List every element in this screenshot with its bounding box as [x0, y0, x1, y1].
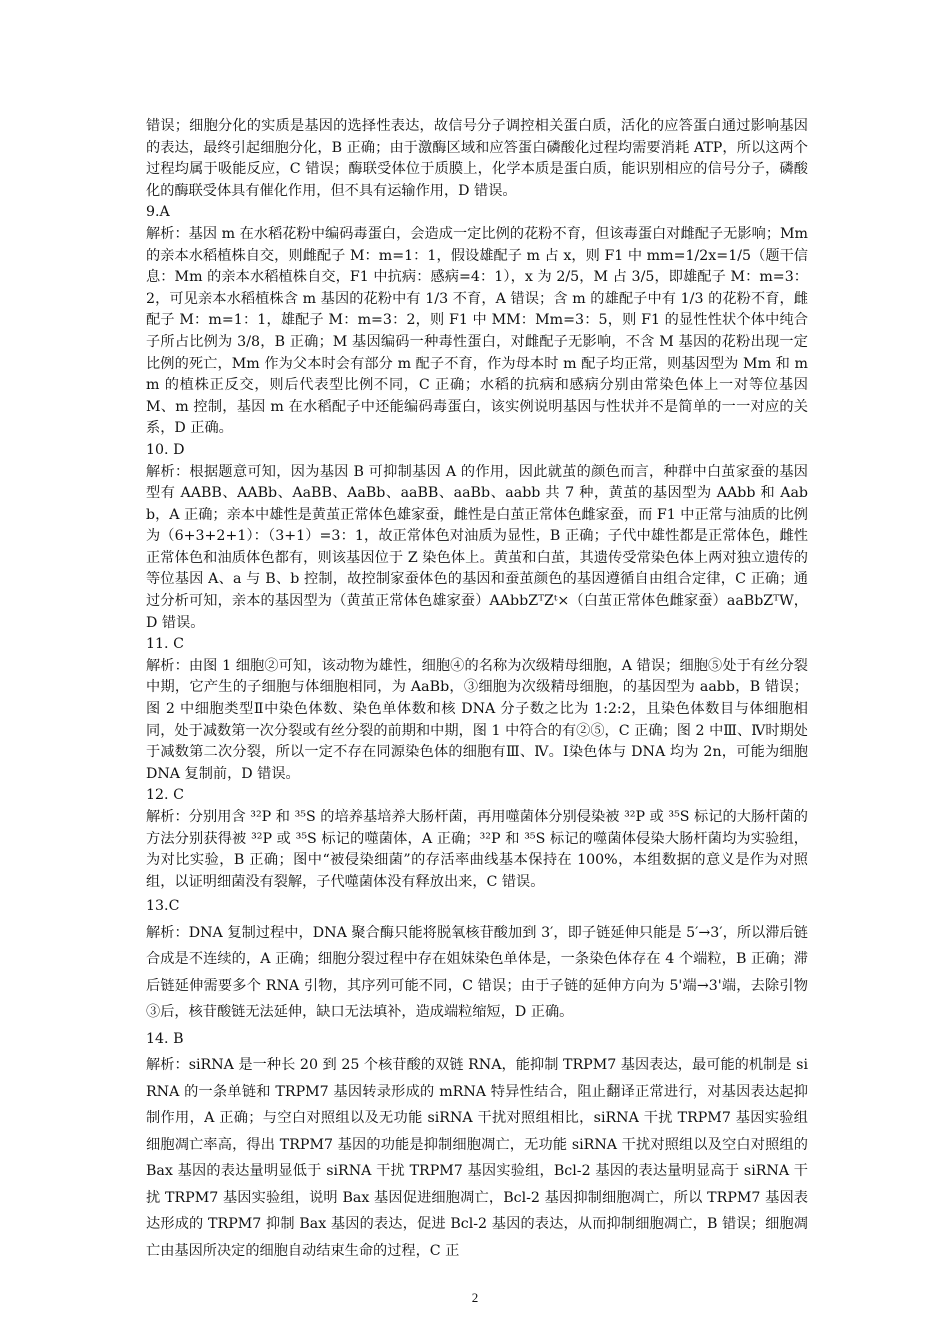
paragraph-q8-continued: 错误；细胞分化的实质是基因的选择性表达，故信号分子调控相关蛋白质，活化的应答蛋白通过影响基因的表达，最终引起细胞分化，B 正确；由于激酶区域和应答蛋白磷酸化过程均需要消耗 ATP，所以这两个过程均属于吸能反应，C 错误；酶联受体位于质膜上，化学本质是蛋白质，能识别相应的信号分子，磷酸化的酶联受体具有催化作用，但不具有运输作用，D 错误。: [146, 118, 808, 199]
explanation-10: 解析：根据题意可知，因为基因 B 可抑制基因 A 的作用，因此就茧的颜色而言，种群中白茧家蚕的基因型有 AABB、AABb、AaBB、AaBb、aaBB、aaBb、aabb 共 7 种，黄茧的基因型为 AAbb 和 Aabb，A 正确；亲本中雄性是黄茧正常体色雄家蚕，雌性是白茧正常体色雌家蚕，而 F1 中正常与油质的比例为（6+3+2+1）：（3+1）=3：1，故正常体色对油质为显性，B 正确；子代中雄性都是正常体色，雌性正常体色和油质体色都有，则该基因位于 Z 染色体上。黄茧和白茧，其遗传受常染色体上两对独立遗传的等位基因 A、a 与 B、b 控制，故控制家蚕体色的基因和蚕茧颜色的基因遵循自由组合定律，C 正确；通过分析可知，亲本的基因型为（黄茧正常体色雄家蚕）AAbbZᵀZᵗ×（白茧正常体色雌家蚕）aaBbZᵀW，D 错误。: [146, 463, 808, 631]
answer-heading-9: 9.A: [146, 204, 170, 221]
answer-heading-11: 11. C: [146, 636, 184, 653]
explanation-14: 解析：siRNA 是一种长 20 到 25 个核苷酸的双链 RNA，能抑制 TRPM7 基因表达，最可能的机制是 siRNA 的一条单链和 TRPM7 基因转录形成的 mRNA 特异性结合，阻止翻译正常进行，对基因表达起抑制作用，A 正确；与空白对照组以及无功能 siRNA 干扰对照组相比，siRNA 干扰 TRPM7 基因实验组细胞凋亡率高，得出 TRPM7 基因的功能是抑制细胞凋亡，无功能 siRNA 干扰对照组以及空白对照组的 Bax 基因的表达量明显低于 siRNA 干扰 TRPM7 基因实验组，Bcl-2 基因的表达量明显高于 siRNA 干扰 TRPM7 基因实验组，说明 Bax 基因促进细胞凋亡，Bcl-2 基因抑制细胞凋亡，所以 TRPM7 基因表达形成的 TRPM7 抑制 Bax 基因的表达，促进 Bcl-2 基因的表达，从而抑制细胞凋亡，B 错误；细胞凋亡由基因所决定的细胞自动结束生命的过程，C 正: [146, 1057, 808, 1259]
explanation-12: 解析：分别用含 ³²P 和 ³⁵S 的培养基培养大肠杆菌，再用噬菌体分别侵染被 ³²P 或 ³⁵S 标记的大肠杆菌的方法分别获得被 ³²P 或 ³⁵S 标记的噬菌体，A 正确；³²P 和 ³⁵S 标记的噬菌体侵染大肠杆菌均为实验组，为对比实验，B 正确；图中“被侵染细菌”的存活率曲线基本保持在 100%，本组数据的意义是作为对照组，以证明细菌没有裂解，子代噬菌体没有释放出来，C 错误。: [146, 809, 808, 890]
page-number: 2: [471, 1290, 479, 1305]
answer-heading-10: 10. D: [146, 441, 185, 458]
answer-heading-13: 13.C: [146, 898, 180, 915]
explanation-11: 解析：由图 1 细胞②可知，该动物为雄性，细胞④的名称为次级精母细胞，A 错误；细胞⑤处于有丝分裂中期，它产生的子细胞与体细胞相同，为 AaBb，③细胞为次级精母细胞，的基因型为 aabb，B 错误；图 2 中细胞类型Ⅱ中染色体数、染色单体数和核 DNA 分子数之比为 1:2:2，且染色体数目与体细胞相同，处于减数第一次分裂或有丝分裂的前期和中期，图 1 中符合的有②⑤，C 正确；图 2 中Ⅲ、Ⅳ时期处于减数第二次分裂，所以一定不存在同源染色体的细胞有Ⅲ、Ⅳ。Ⅰ染色体与 DNA 均为 2n，可能为细胞 DNA 复制前，D 错误。: [146, 657, 808, 782]
explanation-9: 解析：基因 m 在水稻花粉中编码毒蛋白，会造成一定比例的花粉不育，但该毒蛋白对雌配子无影响；Mm 的亲本水稻植株自交，则雌配子 M：m=1：1，假设雄配子 m 占 x，则 F1 中 mm=1/2x=1/5（题干信息：Mm 的亲本水稻植株自交，F1 中抗病：感病=4：1），x 为 2/5，M 占 3/5，即雄配子 M：m=3：2，可见亲本水稻植株含 m 基因的花粉中有 1/3 不育，A 错误；含 m 的雄配子中有 1/3 的花粉不育，雌配子 M：m=1：1，雄配子 M：m=3：2，则 F1 中 MM：Mm=3：5，则 F1 的显性性状个体中纯合子所占比例为 3/8，B 正确；M 基因编码一种毒性蛋白，对雌配子无影响，不含 M 基因的花粉出现一定比例的死亡，Mm 作为父本时会有部分 m 配子不育，作为母本时 m 配子均正常，则基因型为 Mm 和 mm 的植株正反交，则后代表型比例不同，C 正确；水稻的抗病和感病分别由常染色体上一对等位基因 M、m 控制，基因 m 在水稻配子中还能编码毒蛋白，该实例说明基因与性状并不是简单的一一对应的关系，D 正确。: [146, 225, 808, 437]
answer-heading-14: 14. B: [146, 1030, 184, 1047]
answer-heading-12: 12. C: [146, 787, 184, 804]
explanation-13: 解析：DNA 复制过程中，DNA 聚合酶只能将脱氧核苷酸加到 3′，即子链延伸只能是 5′→3′，所以滞后链合成是不连续的，A 正确；细胞分裂过程中存在姐妹染色单体是，一条染色体存在 4 个端粒，B 正确；滞后链延伸需要多个 RNA 引物，其序列可能不同，C 错误；由于子链的延伸方向为 5'端→3'端，去除引物③后，核苷酸链无法延伸，缺口无法填补，造成端粒缩短，D 正确。: [146, 924, 808, 1021]
